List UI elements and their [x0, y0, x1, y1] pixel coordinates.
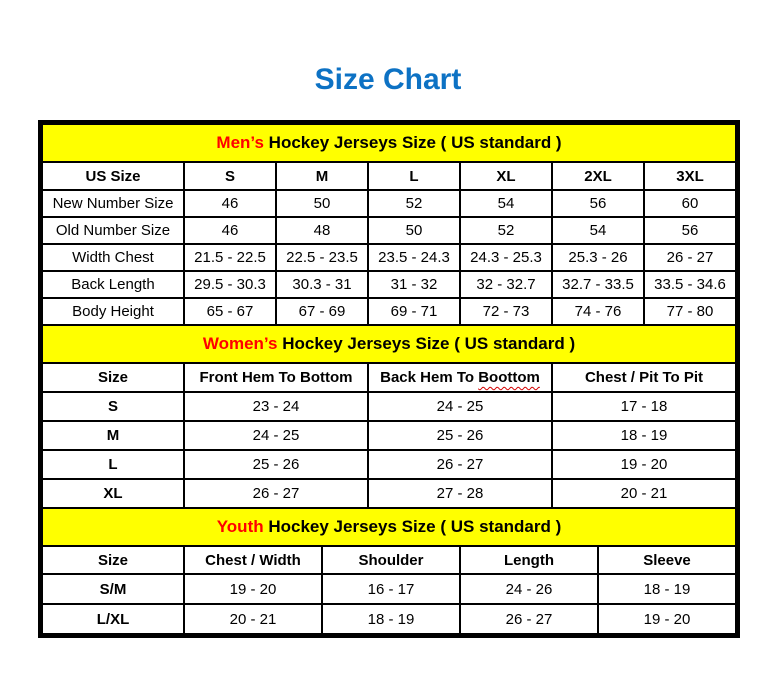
cell: 25 - 26 — [368, 421, 552, 450]
table-row — [42, 574, 736, 604]
row-label: L — [42, 450, 184, 479]
cell: 26 - 27 — [184, 479, 368, 508]
womens-section-title-highlight: Women’s — [202, 334, 278, 353]
youth-header-row — [42, 546, 736, 574]
cell: 26 - 27 — [644, 244, 736, 271]
cell: 21.5 - 22.5 — [184, 244, 276, 271]
column-header: Chest / Width — [184, 546, 322, 574]
cell: 18 - 19 — [322, 604, 460, 634]
table-row — [42, 479, 736, 508]
cell: 26 - 27 — [460, 604, 598, 634]
cell: 54 — [460, 190, 552, 217]
cell: 46 — [184, 190, 276, 217]
table-row — [42, 217, 736, 244]
cell: 25.3 - 26 — [552, 244, 644, 271]
cell: 32.7 - 33.5 — [552, 271, 644, 298]
youth-section-title — [42, 508, 736, 546]
mens-header-row — [42, 162, 736, 190]
table-row — [42, 421, 736, 450]
mens-section-band — [42, 124, 736, 162]
womens-section-title-rest: Hockey Jerseys Size ( US standard ) — [277, 334, 576, 353]
cell: 24 - 25 — [184, 421, 368, 450]
youth-section-band — [42, 508, 736, 546]
table-row — [42, 190, 736, 217]
column-header: Front Hem To Bottom — [184, 363, 368, 392]
column-header: S — [184, 162, 276, 190]
cell: 19 - 20 — [598, 604, 736, 634]
row-label: New Number Size — [42, 190, 184, 217]
cell: 54 — [552, 217, 644, 244]
mens-section-title — [42, 124, 736, 162]
cell: 22.5 - 23.5 — [276, 244, 368, 271]
cell: 29.5 - 30.3 — [184, 271, 276, 298]
cell: 60 — [644, 190, 736, 217]
row-label: Old Number Size — [42, 217, 184, 244]
column-header: M — [276, 162, 368, 190]
row-label: M — [42, 421, 184, 450]
cell: 23 - 24 — [184, 392, 368, 421]
youth-section-title-rest: Hockey Jerseys Size ( US standard ) — [263, 517, 562, 536]
cell: 46 — [184, 217, 276, 244]
table-row — [42, 271, 736, 298]
column-header: Shoulder — [322, 546, 460, 574]
cell: 30.3 - 31 — [276, 271, 368, 298]
cell: 65 - 67 — [184, 298, 276, 325]
column-header: L — [368, 162, 460, 190]
womens-section-band — [42, 325, 736, 363]
mens-section-title-highlight: Men’s — [216, 133, 264, 152]
row-label: Body Height — [42, 298, 184, 325]
cell: 20 - 21 — [184, 604, 322, 634]
womens-header-row — [42, 363, 736, 392]
cell: 69 - 71 — [368, 298, 460, 325]
cell: 19 - 20 — [184, 574, 322, 604]
cell: 24 - 25 — [368, 392, 552, 421]
mens-section-title-rest: Hockey Jerseys Size ( US standard ) — [263, 133, 562, 152]
table-row — [42, 450, 736, 479]
cell: 56 — [552, 190, 644, 217]
cell: 74 - 76 — [552, 298, 644, 325]
cell: 50 — [276, 190, 368, 217]
cell: 52 — [460, 217, 552, 244]
cell: 18 - 19 — [598, 574, 736, 604]
column-header — [368, 363, 552, 392]
row-label: S/M — [42, 574, 184, 604]
cell: 24.3 - 25.3 — [460, 244, 552, 271]
column-header: Size — [42, 546, 184, 574]
misspelled-word: Boottom — [478, 369, 540, 386]
column-header-text: Back Hem To — [380, 369, 479, 386]
column-header: XL — [460, 162, 552, 190]
cell: 56 — [644, 217, 736, 244]
cell: 67 - 69 — [276, 298, 368, 325]
cell: 72 - 73 — [460, 298, 552, 325]
cell: 18 - 19 — [552, 421, 736, 450]
cell: 48 — [276, 217, 368, 244]
cell: 19 - 20 — [552, 450, 736, 479]
cell: 24 - 26 — [460, 574, 598, 604]
cell: 20 - 21 — [552, 479, 736, 508]
size-chart — [38, 120, 740, 638]
cell: 25 - 26 — [184, 450, 368, 479]
page-title: Size Chart — [314, 63, 462, 96]
table-row — [42, 604, 736, 634]
column-header: 3XL — [644, 162, 736, 190]
table-row — [42, 392, 736, 421]
cell: 32 - 32.7 — [460, 271, 552, 298]
column-header: Chest / Pit To Pit — [552, 363, 736, 392]
table-row — [42, 298, 736, 325]
row-label: L/XL — [42, 604, 184, 634]
cell: 33.5 - 34.6 — [644, 271, 736, 298]
cell: 23.5 - 24.3 — [368, 244, 460, 271]
row-label: XL — [42, 479, 184, 508]
cell: 27 - 28 — [368, 479, 552, 508]
column-header: 2XL — [552, 162, 644, 190]
cell: 77 - 80 — [644, 298, 736, 325]
youth-section-title-highlight: Youth — [216, 517, 264, 536]
row-label: Back Length — [42, 271, 184, 298]
cell: 52 — [368, 190, 460, 217]
column-header: Length — [460, 546, 598, 574]
size-chart-table — [41, 123, 737, 635]
womens-section-title — [42, 325, 736, 363]
cell: 50 — [368, 217, 460, 244]
row-label: Width Chest — [42, 244, 184, 271]
cell: 17 - 18 — [552, 392, 736, 421]
cell: 26 - 27 — [368, 450, 552, 479]
table-row — [42, 244, 736, 271]
cell: 31 - 32 — [368, 271, 460, 298]
column-header: US Size — [42, 162, 184, 190]
column-header: Size — [42, 363, 184, 392]
column-header: Sleeve — [598, 546, 736, 574]
cell: 16 - 17 — [322, 574, 460, 604]
row-label: S — [42, 392, 184, 421]
